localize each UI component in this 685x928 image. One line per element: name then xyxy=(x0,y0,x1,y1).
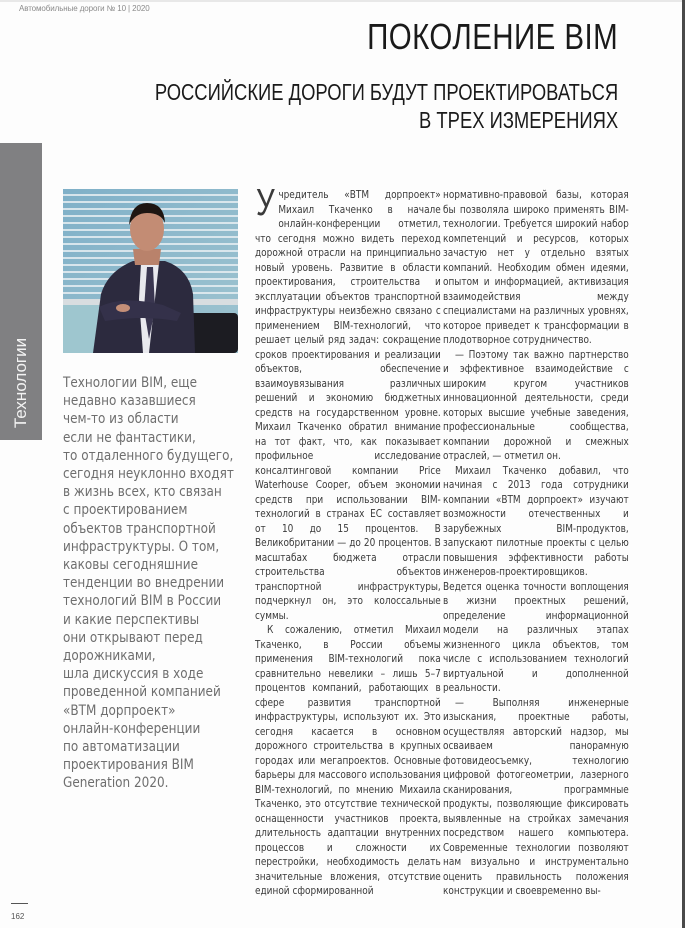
paragraph: — Поэтому так важно партнерство и эффективное взаимодействие с широким кругом участников инновационной деятельности, среди которых высшие учебные заведения, профессиональные сообщества, компании дорожной и смежных отраслей, — отметил он. xyxy=(443,348,629,462)
page-number-rule xyxy=(11,903,28,904)
lead-paragraph: Технологии BIM, еще недавно казавшиеся чем-то из области если не фантастики, то отдаленного будущего, сегодня неуклонно входят в жизнь всех, кто связан с проектированием объектов транспортной инфраструктуры. О том, каковы сегодняшние тенденции во внедрении технологий BIM в России и какие перспективы они открывают перед дорожниками, шла дискуссия в ходе проведенной компанией «ВТМ дорпроект» онлайн-конференции по автоматизации проектирования BIM Generation 2020. xyxy=(63,375,234,792)
page-number: 162 xyxy=(11,912,25,921)
section-tab-label: Технологии xyxy=(11,337,30,429)
body-column-1 xyxy=(255,182,441,899)
subtitle-line-2: В ТРЕХ ИЗМЕРЕНИЯХ xyxy=(418,107,618,133)
paragraph: Михаил Ткаченко добавил, что начиная с 2013 года сотрудники компании «ВТМ дорпроект» изучают возможности отечественных и зарубежных BIM-продуктов, запускают пилотные проекты с целью повышения эффективности работы инженеров-проектировщиков. Ведется оценка точности воплощения в жизни проектных решений, определение информационной модели на различных этапах жизненного цикла объектов, том числе с использованием технологий виртуальной и дополненной реальности. xyxy=(443,464,629,694)
body-column-2 xyxy=(443,188,629,899)
paragraph xyxy=(255,182,441,623)
top-border xyxy=(0,0,682,2)
paragraph: нормативно-правовой базы, которая бы позволяла широко применять BIM-технологии. Требуется широкий набор компетенций и ресурсов, которых зачастую нет у отдельно взятых компаний. Необходим обмен идеями, опытом и информацией, активизация взаимодействия между специалистами на различных уровнях, которое приведет к трансформации в плодотворное сотрудничество. xyxy=(443,189,629,346)
paragraph-text: чредитель «ВТМ дорпроект» Михаил Ткаченко в начале онлайн-конференции отметил, что сегодня можно видеть переход дорожной отрасли на принципиально новый уровень. Развитие в области проектирования, строительства и эксплуатации объектов транспортной инфраструктуры неизбежно связано с применением BIM-технологий, что решает целый ряд задач: сокращение сроков проектирования и реализации объектов, обеспечение взаимоувязывания различных решений и экономию бюджетных средств на государственном уровне. Михаил Ткаченко обратил внимание на тот факт, что, как показывает профильное исследование консалтинговой компании Price Waterhouse Cooper, объем экономии средств при использовании BIM-технологий в странах ЕС составляет от 10 до 15 процентов. В Великобритании — до 20 процентов. В масштабах бюджета отрасли строительства объектов транспортной инфраструктуры, подчеркнул он, это колоссальные суммы. xyxy=(255,189,441,622)
paragraph: К сожалению, отметил Михаил Ткаченко, в России объемы применения BIM-технологий пока сравнительно невелики – лишь 5–7 процентов компаний, работающих в сфере развития транспортной инфраструктуры, используют их. Это сегодня касается в основном дорожного строительства в крупных городах или мегапроектов. Основные барьеры для массового использования BIM-технологий, по мнению Михаила Ткаченко, это отсутствие технической оснащенности участников проекта, длительность адаптации внутренних процессов и сложности их перестройки, необходимость делать значительные вложения, отсутствие единой сформированной xyxy=(255,624,441,897)
running-head: Автомобильные дороги № 10 | 2020 xyxy=(19,4,150,13)
portrait-photo-icon xyxy=(63,189,238,353)
article-subtitle xyxy=(155,78,618,134)
drop-cap: У xyxy=(256,182,275,224)
subtitle-line-1: РОССИЙСКИЕ ДОРОГИ БУДУТ ПРОЕКТИРОВАТЬСЯ xyxy=(154,79,618,105)
paragraph: — Выполняя инженерные изыскания, проектные работы, осуществляя авторский надзор, мы осваиваем панорамную фотовидеосъемку, технологию цифровой фотогеометрии, лазерного сканирования, программные продукты, позволяющие фиксировать выявленные на стройках замечания посредством нашего компьютера. Современные технологии позволяют нам визуально и инструментально оценить правильность положения конструкции и своевременно вы- xyxy=(443,696,629,897)
section-tab-label-wrap xyxy=(0,143,42,440)
portrait-photo xyxy=(63,189,238,353)
article-title: ПОКОЛЕНИЕ BIM xyxy=(367,16,618,57)
